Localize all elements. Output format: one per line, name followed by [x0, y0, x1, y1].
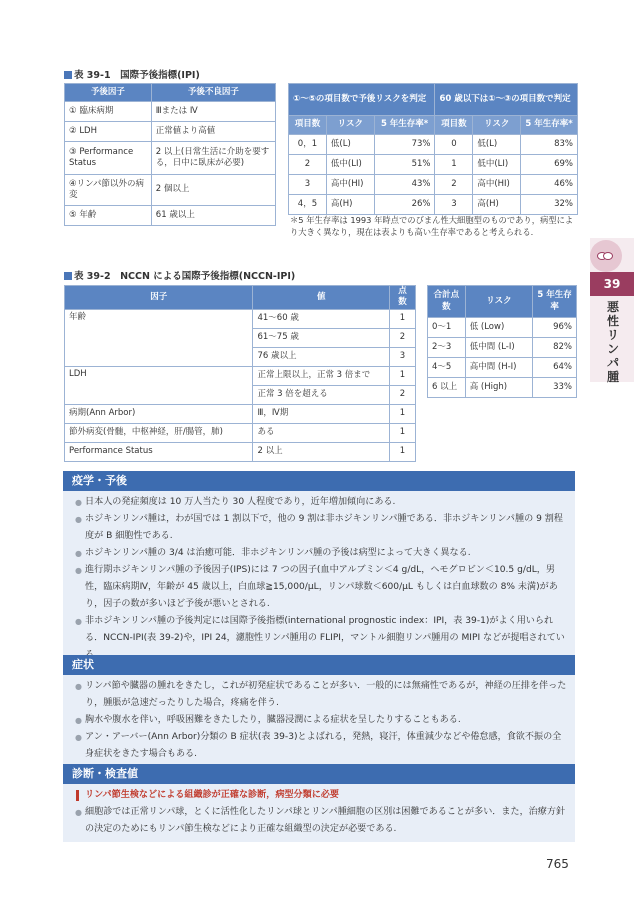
survival-cell: 82%	[533, 338, 577, 358]
risk-table-footnote: ＊5 年生存率は 1993 年時点でのびまん性大細胞型のものであり，病型により大きく異なり，現在は表よりも高い生存率であると考えられる.	[290, 215, 574, 238]
nccn-ipi-table	[64, 285, 416, 462]
risk-cell: 3	[289, 175, 327, 195]
survival-cell: 低 (Low)	[465, 318, 533, 338]
nccn-factor: Performance Status	[65, 442, 253, 461]
risk-cell: 73%	[374, 135, 435, 155]
nccn-score: 1	[390, 366, 416, 385]
risk-subheader: 項目数	[289, 116, 327, 135]
risk-subheader: リスク	[326, 116, 374, 135]
table-39-2-title: 表 39-2 NCCN による国際予後指標(NCCN-IPI)	[64, 268, 295, 282]
epidemiology-bullet: ● ホジキンリンパ腫の 3/4 は治癒可能．非ホジキンリンパ腫の予後は病型によって大きく異なる.	[75, 545, 567, 562]
section-epidemiology-title: 疫学・予後	[63, 471, 575, 491]
risk-cell: 51%	[374, 155, 435, 175]
risk-cell: 4，5	[289, 195, 327, 215]
survival-cell: 0～1	[428, 318, 466, 338]
risk-cell: 2	[289, 155, 327, 175]
nccn-score: 2	[390, 328, 416, 347]
nccn-factor: 年齢	[65, 309, 253, 366]
risk-cell: 0	[435, 135, 473, 155]
risk-cell: 3	[435, 195, 473, 215]
survival-cell: 低中間 (L-I)	[465, 338, 533, 358]
table-39-1-title: 表 39-1 国際予後指標(IPI)	[64, 67, 200, 81]
ipi-header-bad: 予後不良因子	[151, 84, 275, 102]
risk-cell: 0，1	[289, 135, 327, 155]
risk-cell: 高(H)	[473, 195, 521, 215]
risk-cell: 低(L)	[473, 135, 521, 155]
nccn-factor: 病期(Ann Arbor)	[65, 404, 253, 423]
ipi-value: Ⅲまたは Ⅳ	[151, 102, 275, 122]
survival-cell: 2～3	[428, 338, 466, 358]
page-number: 765	[546, 857, 569, 871]
risk-cell: 低(L)	[326, 135, 374, 155]
survival-cell: 4～5	[428, 358, 466, 378]
square-bullet-icon	[64, 71, 72, 79]
epidemiology-bullet: ● 日本人の発症頻度は 10 万人当たり 30 人程度であり，近年増加傾向にある.	[75, 494, 567, 511]
epidemiology-bullet: ● 非ホジキンリンパ腫の予後判定には国際予後指標(international prognostic index：IPI，表 39-1)がよく用いられる．NCCN-IPI(表 39-2)や，IPI 24，濾胞性リンパ腫用の FLIPI，マントル細胞リンパ腫用の MIPI などが提唱されてい	[75, 613, 567, 664]
nccn-value: ある	[253, 423, 390, 442]
ipi-risk-table	[288, 83, 578, 215]
risk-group-header-all: ①～⑤の項目数で予後リスクを判定	[289, 84, 435, 116]
ipi-factor: ① 臨床病期	[65, 102, 152, 122]
square-bullet-icon	[64, 272, 72, 280]
chapter-label: 悪性リンパ腫	[606, 300, 619, 384]
ipi-table	[64, 83, 276, 226]
risk-cell: 43%	[374, 175, 435, 195]
nccn-value: 正常上限以上，正常 3 倍まで	[253, 366, 390, 385]
ipi-value: 61 歳以上	[151, 206, 275, 226]
risk-group-header-under60: 60 歳以下は①～③の項目数で判定	[435, 84, 578, 116]
lymphoma-cell-icon	[597, 250, 613, 262]
risk-cell: 高中(HI)	[473, 175, 521, 195]
nccn-value: 61～75 歳	[253, 328, 390, 347]
risk-cell: 46%	[521, 175, 578, 195]
survival-header-rate: 5 年生存率	[533, 286, 577, 318]
ipi-value: 2 個以上	[151, 175, 275, 206]
symptoms-bullet: ● リンパ節や臓器の腫れをきたし，これが初発症状であることが多い．一般的には無痛性であるが，神経の圧排を伴ったり，腫脹が急速だったりした場合，疼痛を伴う.	[75, 678, 567, 712]
nccn-score: 1	[390, 442, 416, 461]
nccn-survival-table	[427, 285, 577, 398]
nccn-value: 正常 3 倍を超える	[253, 385, 390, 404]
chapter-number: 39	[590, 272, 634, 296]
risk-cell: 26%	[374, 195, 435, 215]
ipi-value: 正常値より高値	[151, 122, 275, 142]
diagnosis-bullet: ● 細胞診では正常リンパ球，とくに活性化したリンパ球とリンパ腫細胞の区別は困難であることが多い．また，治療方針の決定のためにもリンパ節生検などにより正確な組織型の決定が必要である.	[75, 804, 567, 838]
risk-cell: 32%	[521, 195, 578, 215]
risk-cell: 1	[435, 155, 473, 175]
risk-subheader: リスク	[473, 116, 521, 135]
ipi-header-factor: 予後因子	[65, 84, 152, 102]
nccn-value: Ⅲ，Ⅳ期	[253, 404, 390, 423]
risk-cell: 低中(LI)	[473, 155, 521, 175]
ipi-factor: ⑤ 年齢	[65, 206, 152, 226]
symptoms-bullet: ● 胸水や腹水を伴い，呼吸困難をきたしたり，臓器浸潤による症状を呈したりすることもある.	[75, 712, 567, 729]
nccn-score: 2	[390, 385, 416, 404]
nccn-score: 1	[390, 309, 416, 328]
nccn-header-score: 点数	[390, 286, 416, 310]
symptoms-bullet: ● アン・アーバー(Ann Arbor)分類の B 症状(表 39-3)とよばれる，発熱，寝汗，体重減少などや倦怠感，食欲不振の全身症状をきたす場合もある.	[75, 729, 567, 763]
nccn-factor: 節外病変(骨髄，中枢神経，肝/腸管，肺)	[65, 423, 253, 442]
diagnosis-highlight: リンパ節生検などによる組織診が正確な診断，病型分類に必要	[75, 787, 567, 804]
ipi-factor: ③ Performance Status	[65, 142, 152, 175]
ipi-factor: ② LDH	[65, 122, 152, 142]
survival-header-score: 合計点数	[428, 286, 466, 318]
risk-subheader: 項目数	[435, 116, 473, 135]
nccn-factor: LDH	[65, 366, 253, 404]
risk-subheader: 5 年生存率*	[374, 116, 435, 135]
section-diagnosis	[63, 764, 575, 842]
survival-cell: 64%	[533, 358, 577, 378]
survival-cell: 高 (High)	[465, 378, 533, 398]
section-diagnosis-title: 診断・検査値	[63, 764, 575, 784]
nccn-score: 3	[390, 347, 416, 366]
nccn-value: 76 歳以上	[253, 347, 390, 366]
risk-cell: 高(H)	[326, 195, 374, 215]
risk-cell: 83%	[521, 135, 578, 155]
risk-cell: 高中(HI)	[326, 175, 374, 195]
section-symptoms	[63, 655, 575, 767]
survival-cell: 高中間 (H-I)	[465, 358, 533, 378]
risk-cell: 69%	[521, 155, 578, 175]
ipi-value: 2 以上(日常生活に介助を要する，日中に臥床が必要)	[151, 142, 275, 175]
nccn-header-value: 値	[253, 286, 390, 310]
nccn-score: 1	[390, 423, 416, 442]
survival-cell: 33%	[533, 378, 577, 398]
epidemiology-bullet: ● 進行期ホジキンリンパ腫の予後因子(IPS)には 7 つの因子(血中アルブミン＜4 g/dL，ヘモグロビン＜10.5 g/dL，男性，臨床病期Ⅳ，年齢が 45 歳以上，白血球≧15,000/μL，リンパ球数＜600/μL もしくは白血球数の 8% 未満)があり，因子の数が多いほど予後が悪いとされる.	[75, 562, 567, 613]
survival-cell: 6 以上	[428, 378, 466, 398]
nccn-value: 41～60 歳	[253, 309, 390, 328]
section-epidemiology	[63, 471, 575, 668]
survival-cell: 96%	[533, 318, 577, 338]
risk-subheader: 5 年生存率*	[521, 116, 578, 135]
ipi-factor: ④リンパ節以外の病変	[65, 175, 152, 206]
risk-cell: 低中(LI)	[326, 155, 374, 175]
nccn-header-factor: 因子	[65, 286, 253, 310]
risk-cell: 2	[435, 175, 473, 195]
survival-header-risk: リスク	[465, 286, 533, 318]
section-symptoms-title: 症状	[63, 655, 575, 675]
nccn-value: 2 以上	[253, 442, 390, 461]
nccn-score: 1	[390, 404, 416, 423]
epidemiology-bullet: ● ホジキンリンパ腫は，わが国では 1 割以下で，他の 9 割は非ホジキンリンパ腫である．非ホジキンリンパ腫の 9 割程度が B 細胞性である.	[75, 511, 567, 545]
